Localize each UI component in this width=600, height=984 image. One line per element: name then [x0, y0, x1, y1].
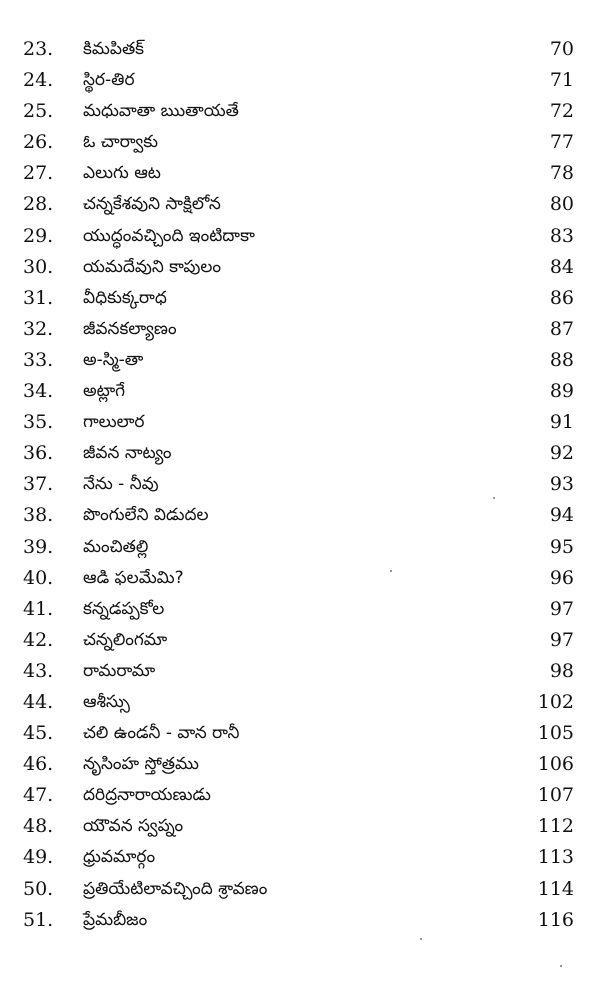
entry-number: 25.: [23, 100, 54, 123]
toc-entry: [0, 376, 600, 407]
paper-speck: [420, 938, 422, 940]
entry-page-number: 96: [549, 566, 574, 589]
entry-title: ఓ చార్వాకు: [83, 132, 159, 153]
paper-speck: [390, 570, 392, 572]
entry-number: 46.: [23, 753, 54, 776]
entry-page-number: 78: [549, 162, 574, 185]
entry-title: మంచితల్లి: [83, 536, 149, 557]
toc-entry: [0, 252, 600, 283]
entry-number: 38.: [23, 504, 54, 527]
entry-number: 42.: [23, 628, 54, 651]
toc-entry: [0, 687, 600, 718]
entry-title: రామరామా: [83, 660, 156, 681]
toc-entry: [0, 656, 600, 687]
entry-number: 34.: [23, 380, 54, 403]
toc-entry: [0, 905, 600, 936]
entry-page-number: 114: [537, 877, 574, 900]
entry-title: అట్లాగే: [83, 381, 126, 402]
toc-entry: [0, 469, 600, 500]
entry-title: యుద్ధంవచ్చింది ఇంటిదాకా: [83, 225, 255, 246]
entry-number: 32.: [23, 317, 54, 340]
entry-page-number: 87: [549, 317, 574, 340]
entry-page-number: 106: [537, 753, 574, 776]
toc-entry: [0, 314, 600, 345]
entry-number: 23.: [23, 38, 54, 60]
entry-number: 36.: [23, 442, 54, 465]
entry-number: 49.: [23, 846, 54, 869]
toc-entry: [0, 780, 600, 811]
entry-page-number: 97: [549, 628, 574, 651]
entry-page-number: 93: [549, 473, 574, 496]
entry-title: చన్నకేశవుని సాక్షిలోన: [83, 194, 221, 215]
entry-page-number: 116: [537, 908, 574, 931]
toc-entry: [0, 221, 600, 252]
entry-title: చలి ఉండనీ - వాన రానీ: [83, 723, 240, 744]
entry-page-number: 83: [549, 224, 574, 247]
entry-page-number: 70: [549, 38, 574, 60]
entry-number: 26.: [23, 131, 54, 154]
entry-title: పొంగులేని విడుదల: [83, 505, 209, 526]
entry-page-number: 97: [549, 597, 574, 620]
entry-number: 47.: [23, 784, 54, 807]
entry-title: కిమపితక్: [83, 39, 145, 59]
entry-page-number: 113: [537, 846, 574, 869]
entry-number: 33.: [23, 348, 54, 371]
toc-entry: [0, 65, 600, 96]
entry-page-number: 94: [549, 504, 574, 527]
entry-number: 40.: [23, 566, 54, 589]
toc-entry: [0, 345, 600, 376]
toc-entry: [0, 811, 600, 842]
entry-title: మధువాతా ఋతాయతే: [83, 101, 239, 122]
entry-page-number: 102: [537, 690, 574, 713]
entry-number: 28.: [23, 193, 54, 216]
entry-title: ఆశీస్సు: [83, 691, 130, 712]
paper-speck: [493, 497, 495, 499]
toc-entry: [0, 96, 600, 127]
entry-number: 27.: [23, 162, 54, 185]
entry-page-number: 77: [549, 131, 574, 154]
entry-page-number: 71: [549, 69, 574, 92]
entry-title: స్థిర-తిర: [83, 70, 135, 91]
entry-page-number: 72: [549, 100, 574, 123]
entry-title: ఆడి ఫలమేమి?: [83, 567, 184, 588]
entry-number: 50.: [23, 877, 54, 900]
entry-number: 43.: [23, 659, 54, 682]
entry-number: 39.: [23, 535, 54, 558]
entry-page-number: 89: [549, 380, 574, 403]
toc-entry: [0, 749, 600, 780]
entry-page-number: 98: [549, 659, 574, 682]
toc-entry: [0, 500, 600, 531]
entry-title: ప్రేమబీజం: [83, 909, 148, 930]
entry-number: 41.: [23, 597, 54, 620]
table-of-contents: [0, 34, 600, 936]
entry-number: 31.: [23, 286, 54, 309]
entry-page-number: 91: [549, 411, 574, 434]
paper-speck: [560, 965, 562, 967]
entry-number: 29.: [23, 224, 54, 247]
entry-number: 45.: [23, 722, 54, 745]
entry-title: జీవనకల్యాణం: [83, 318, 177, 339]
entry-number: 24.: [23, 69, 54, 92]
toc-entry: [0, 407, 600, 438]
toc-entry: [0, 718, 600, 749]
toc-entry: [0, 158, 600, 189]
entry-title: ఎలుగు ఆట: [83, 163, 161, 184]
entry-number: 35.: [23, 411, 54, 434]
toc-entry: [0, 594, 600, 625]
entry-title: వీధికుక్కరాధ: [83, 287, 167, 308]
entry-page-number: 84: [549, 255, 574, 278]
entry-title: అ-స్మి-తా: [83, 349, 144, 370]
entry-title: యమదేవుని కాపులం: [83, 256, 222, 277]
entry-title: ధ్రువమార్గం: [83, 847, 156, 868]
entry-page-number: 107: [537, 784, 574, 807]
entry-title: నృసింహ స్తోత్రము: [83, 754, 199, 775]
toc-entry: [0, 563, 600, 594]
entry-page-number: 95: [549, 535, 574, 558]
entry-title: యౌవన స్వప్నం: [83, 816, 184, 837]
entry-page-number: 80: [549, 193, 574, 216]
entry-title: నేను - నీవు: [83, 474, 159, 495]
entry-number: 37.: [23, 473, 54, 496]
toc-entry: [0, 874, 600, 905]
toc-entry: [0, 532, 600, 563]
entry-page-number: 92: [549, 442, 574, 465]
entry-page-number: 88: [549, 348, 574, 371]
entry-number: 48.: [23, 815, 54, 838]
entry-title: ప్రతియేటిలావచ్చింది శ్రావణం: [83, 878, 268, 899]
toc-entry: [0, 625, 600, 656]
entry-number: 51.: [23, 908, 54, 931]
toc-entry: [0, 127, 600, 158]
entry-page-number: 105: [537, 722, 574, 745]
entry-title: కన్నడప్పకోల: [83, 598, 165, 619]
entry-title: గాలులార: [83, 412, 145, 433]
entry-title: దరిద్రనారాయణుడు: [83, 785, 211, 806]
entry-title: చన్నలింగమా: [83, 629, 168, 650]
toc-entry: [0, 842, 600, 873]
toc-entry: [0, 283, 600, 314]
entry-page-number: 86: [549, 286, 574, 309]
toc-entry: [0, 189, 600, 220]
toc-entry: [0, 34, 600, 65]
entry-page-number: 112: [537, 815, 574, 838]
entry-title: జీవన నాట్యం: [83, 443, 172, 464]
entry-number: 44.: [23, 690, 54, 713]
toc-entry: [0, 438, 600, 469]
entry-number: 30.: [23, 255, 54, 278]
